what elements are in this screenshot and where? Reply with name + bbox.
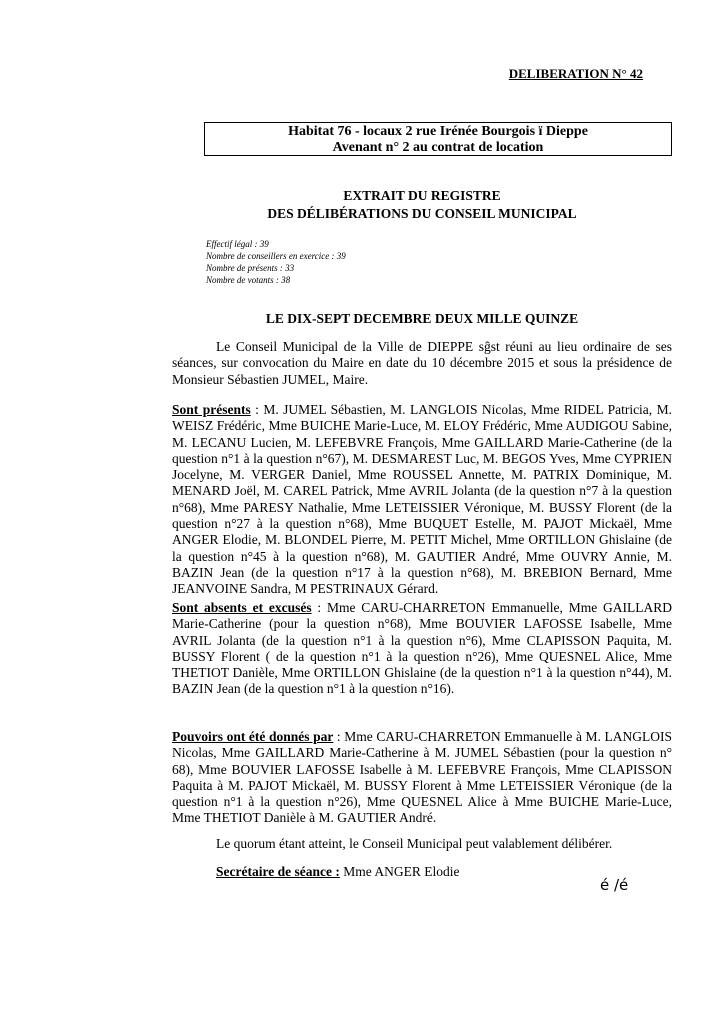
quorum-statement: Le quorum étant atteint, le Conseil Municipal peut valablement délibérer. (216, 836, 613, 851)
title-box (204, 122, 672, 156)
extract-line-1: EXTRAIT DU REGISTRE (343, 188, 501, 203)
page-marker: é /é (600, 876, 629, 894)
intro-paragraph: Le Conseil Municipal de la Ville de DIEPPE sĝst réuni au lieu ordinaire de ses séances, sur convocation du Maire en date du 10 décembre 2015 et sous la présidence de Monsieur Sébastien JUMEL, Maire. (172, 339, 672, 387)
secretary-name: Mme ANGER Elodie (339, 864, 460, 879)
absents-text: : Mme CARU-CHARRETON Emmanuelle, Mme GAILLARD Marie-Catherine (pour la question n°68), Mme BOUVIER LAFOSSE Isabelle, Mme AVRIL Jolanta (de la question n°1 à la question n°6), Mme CLAPISSON Paquita, M. BUSSY Florent ( de la question n°1 à la question n°26), Mme QUESNEL Alice, Mme THETIOT Danièle, Mme ORTILLON Ghislaine (de la question n°1 à la question n°44), M. BAZIN Jean (de la question n°1 à la question n°16). (172, 600, 672, 697)
stat-votants: Nombre de votants : 38 (206, 275, 291, 285)
stat-presents: Nombre de présents : 33 (206, 263, 295, 273)
extract-line-2: DES DÉLIBÉRATIONS DU CONSEIL MUNICIPAL (267, 206, 577, 221)
session-date: LE DIX-SEPT DECEMBRE DEUX MILLE QUINZE (265, 311, 579, 326)
pouvoirs-label: Pouvoirs ont été donnés par (172, 729, 334, 744)
presents-paragraph (172, 402, 672, 598)
pouvoirs-text: : Mme CARU-CHARRETON Emmanuelle à M. LANGLOIS Nicolas, Mme GAILLARD Marie-Catherine à M. JUMEL Sébastien (pour la question n° 68), Mme BOUVIER LAFOSSE Isabelle à M. LEFEBVRE François, Mme CLAPISSON Paquita à M. PAJOT Mickaël, M. BUSSY Florent à Mme LETEISSIER Véronique (de la question n°1 à la question n°26), Mme QUESNEL Alice à Mme BUICHE Marie-Luce, Mme THETIOT Danièle à M. GAUTIER André. (172, 729, 672, 826)
council-stats (206, 238, 346, 286)
absents-label: Sont absents et excusés (172, 600, 312, 615)
stat-effectif: Effectif légal : 39 (206, 239, 269, 249)
absents-paragraph (172, 600, 672, 698)
secretary-label: Secrétaire de séance : (216, 864, 340, 879)
presents-label: Sont présents (172, 402, 251, 417)
title-line-1: Habitat 76 - locaux 2 rue Irénée Bourgois ï Dieppe (288, 124, 588, 139)
pouvoirs-paragraph (172, 729, 672, 827)
title-line-2: Avenant n° 2 au contrat de location (332, 140, 544, 155)
presents-text: : M. JUMEL Sébastien, M. LANGLOIS Nicolas, Mme RIDEL Patricia, M. WEISZ Frédéric, Mme BUICHE Marie-Luce, M. ELOY Frédéric, Mme AUDIGOU Sabine, M. LECANU Lucien, M. LEFEBVRE François, Mme GAILLARD Marie-Catherine (de la question n°1 à la question n°67), M. DESMAREST Luc, M. BEGOS Yves, Mme CYPRIEN Jocelyne, M. VERGER Daniel, Mme ROUSSEL Annette, M. PATRIX Dominique, M. MENARD Joël, M. CAREL Patrick, Mme AVRIL Jolanta (de la question n°7 à la question n°68), Mme PARESY Nathalie, Mme LETEISSIER Véronique, M. BUSSY Florent (de la question n°27 à la question n°68), Mme BUQUET Estelle, M. PAJOT Mickaël, Mme ANGER Elodie, M. BLONDEL Pierre, M. PETIT Michel, Mme ORTILLON Ghislaine (de la question n°45 à la question n°68), M. GAUTIER André, Mme OUVRY Annie, M. BAZIN Jean (de la question n°17 à la question n°68), M. BREBION Bernard, Mme JEANVOINE Sandra, M PESTRINAUX Gérard. (172, 402, 672, 597)
registry-extract-heading (172, 187, 672, 223)
secretary-line (216, 864, 459, 880)
stat-exercice: Nombre de conseillers en exercice : 39 (206, 251, 346, 261)
deliberation-number: DELIBERATION N° 42 (508, 66, 643, 81)
